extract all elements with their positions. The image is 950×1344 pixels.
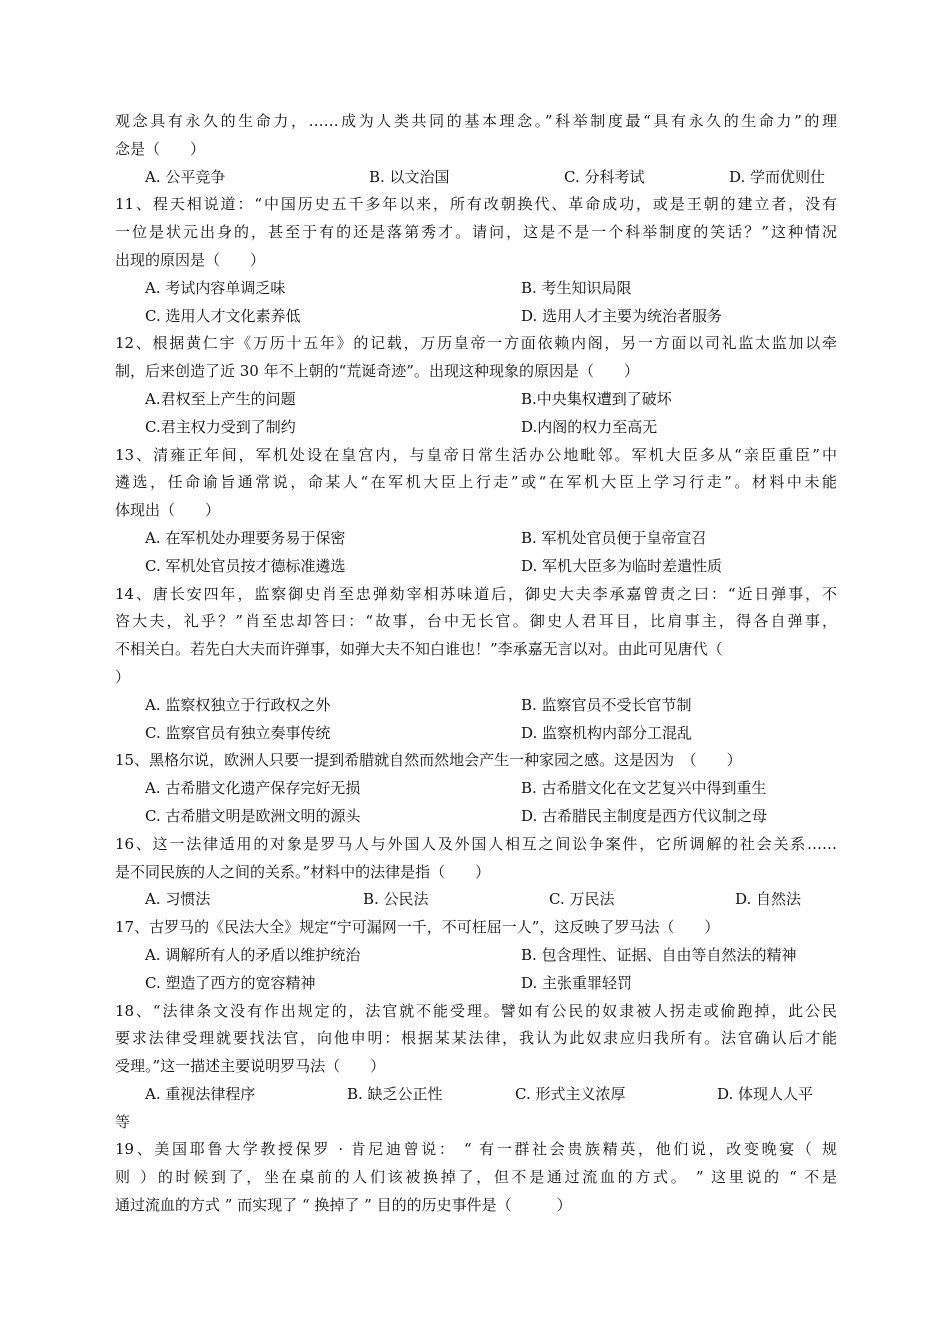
q13-options-ab: [115, 525, 837, 553]
text-line: ）: [115, 667, 131, 686]
option-a: A. 考试内容单调乏味: [145, 278, 286, 297]
q14-options-cd: [115, 720, 837, 748]
text-line: 遴选，任命谕旨通常说，命某人“在军机大臣上行走”或“在军机大臣上学习行走”。材料中未能: [115, 473, 837, 492]
option-d: D. 古希腊民主制度是西方代议制之母: [521, 806, 768, 825]
option-c: C.君主权力受到了制约: [145, 417, 296, 436]
q15-options-cd: [115, 803, 837, 831]
text-line: 要求法律受理就要找法官，向他申明：根据某某法律，我认为此奴隶应归我所有。法官确认后才能: [115, 1029, 837, 1048]
exam-page: [115, 108, 837, 1220]
option-d: D. 监察机构内部分工混乱: [521, 723, 693, 742]
option-b: B. 古希腊文化在文艺复兴中得到重生: [521, 779, 767, 798]
option-d: D. 自然法: [735, 890, 802, 909]
question-18: 18、“法律条文没有作出规定的，法官就不能受理。譬如有公民的奴隶被人拐走或偷跑掉，此公民: [115, 1001, 837, 1020]
text-line: 不相关白。若先白大夫而许弹事，如弹大夫不知白谁也！”李承嘉无言以对。由此可见唐代（: [115, 640, 723, 659]
q11-options-ab: [115, 275, 837, 303]
option-b: B. 监察官员不受长官节制: [521, 695, 692, 714]
text-line: 制，后来创造了近 30 年不上朝的“荒诞奇迹”。出现这种现象的原因是（ ）: [115, 362, 639, 381]
option-d: D. 学而优则仕: [729, 167, 826, 186]
text-line: 出现的原因是（ ）: [115, 250, 266, 269]
option-a: A. 古希腊文化遗产保存完好无损: [145, 779, 361, 798]
question-12: 12、根据黄仁宇《万历十五年》的记载，万历皇帝一方面依赖内阁，另一方面以司礼监太监加以牵: [115, 334, 837, 353]
q16-options: [115, 886, 837, 914]
option-d: D.内阁的权力至高无: [521, 417, 658, 436]
q18-options: [115, 1081, 837, 1109]
text-line: 咨大夫，礼乎？”肖至忠却答曰：“故事，台中无长官。御史人君耳目，比肩事主，得各自弹事，: [115, 612, 837, 631]
question-14: 14、唐长安四年，监察御史肖至忠弹劾宰相苏味道后，御史大夫李承嘉曾责之曰：“近日弹事，不: [115, 584, 837, 603]
q15-options-ab: [115, 775, 837, 803]
option-d: D. 军机大臣多为临时差遣性质: [521, 556, 723, 575]
option-c: C. 塑造了西方的宽容精神: [145, 973, 316, 992]
option-c: C. 分科考试: [564, 167, 645, 186]
question-16: 16、这一法律适用的对象是罗马人与外国人及外国人相互之间讼争案件，它所调解的社会关系……: [115, 834, 837, 853]
q17-options-ab: [115, 942, 837, 970]
q17-options-cd: [115, 970, 837, 998]
option-b: B. 军机处官员便于皇帝宣召: [521, 528, 707, 547]
text-line: 体现出（ ）: [115, 501, 221, 520]
text-line: 受理。”这一描述主要说明罗马法（ ）: [115, 1057, 386, 1076]
option-d: D. 主张重罪轻罚: [521, 973, 633, 992]
option-a: A.君权至上产生的问题: [145, 389, 296, 408]
text-line: 是不同民族的人之间的关系。”材料中的法律是指（ ）: [115, 862, 491, 881]
text-line: 念是（ ）: [115, 139, 206, 158]
q12-options-ab: [115, 386, 837, 414]
text-line: 则 ）的时候到了，坐在桌前的人们该被换掉了，但不是通过流血的方式。 ” 这里说的 “ 不是: [115, 1168, 837, 1187]
question-15: 15、黑格尔说，欧洲人只要一提到希腊就自然而然地会产生一种家园之感。这是因为 （ ）: [115, 751, 742, 770]
option-c: C. 选用人才文化素养低: [145, 306, 301, 325]
option-c: C. 军机处官员按才德标准遴选: [145, 556, 346, 575]
question-17: 17、古罗马的《民法大全》规定“宁可漏网一千，不可枉屈一人”，这反映了罗马法（ ）: [115, 918, 720, 937]
option-a: A. 重视法律程序: [145, 1084, 256, 1103]
question-13: 13、清雍正年间，军机处设在皇宫内，与皇帝日常生活办公地毗邻。军机大臣多从“亲臣重臣”中: [115, 445, 837, 464]
option-b: B. 以文治国: [369, 167, 450, 186]
question-11: 11、程天相说道：“中国历史五千多年以来，所有改朝换代、革命成功，或是王朝的建立者，没有: [115, 195, 837, 214]
text-line: 通过流血的方式 ” 而实现了 “ 换掉了 ” 目的的历史事件是（ ）: [115, 1196, 572, 1215]
q12-options-cd: [115, 414, 837, 442]
option-a: A. 公平竞争: [145, 167, 226, 186]
q13-options-cd: [115, 553, 837, 581]
option-c: C. 万民法: [549, 890, 615, 909]
option-d: D. 体现人人平: [717, 1084, 814, 1103]
option-c: C. 形式主义浓厚: [515, 1084, 626, 1103]
option-c: C. 监察官员有独立奏事传统: [145, 723, 331, 742]
option-a: A. 调解所有人的矛盾以维护统治: [145, 945, 361, 964]
q10-options: [115, 164, 837, 192]
q11-options-cd: [115, 303, 837, 331]
question-19: 19、美国耶鲁大学教授保罗 · 肯尼迪曾说： “ 有一群社会贵族精英，他们说，改变晚宴（ 规: [115, 1140, 837, 1159]
q14-options-ab: [115, 692, 837, 720]
option-b: B. 缺乏公正性: [347, 1084, 443, 1103]
option-b: B.中央集权遭到了破坏: [521, 389, 672, 408]
option-a: A. 在军机处办理要务易于保密: [145, 528, 346, 547]
text-line: 等: [115, 1112, 131, 1131]
option-d: D. 选用人才主要为统治者服务: [521, 306, 723, 325]
text-line: 观念具有永久的生命力，……成为人类共同的基本理念。”科举制度最“具有永久的生命力”的理: [115, 112, 837, 130]
option-c: C. 古希腊文明是欧洲文明的源头: [145, 806, 361, 825]
option-b: B. 包含理性、证据、自由等自然法的精神: [521, 945, 797, 964]
option-b: B. 公民法: [363, 890, 429, 909]
option-a: A. 监察权独立于行政权之外: [145, 695, 331, 714]
text-line: 一位是状元出身的，甚至于有的还是落第秀才。请问，这是不是一个科举制度的笑话？”这种情况: [115, 223, 837, 242]
option-a: A. 习惯法: [145, 890, 211, 909]
option-b: B. 考生知识局限: [521, 278, 632, 297]
